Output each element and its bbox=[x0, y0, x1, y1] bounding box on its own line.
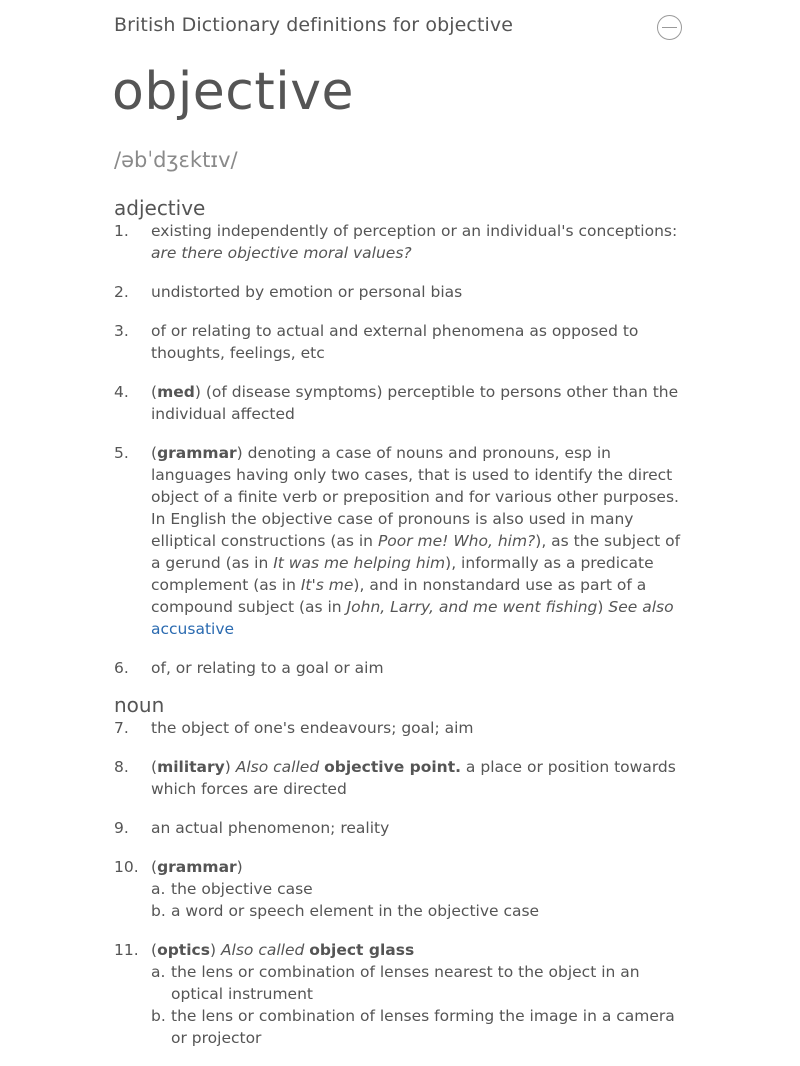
dictionary-entry bbox=[114, 0, 686, 1066]
sub-definition-text: the objective case bbox=[171, 880, 313, 898]
part-of-speech-noun: noun bbox=[114, 693, 165, 717]
minus-bar bbox=[662, 27, 677, 29]
definition-text: ), and in nonstandard use as part of a compound subject (as in bbox=[151, 576, 647, 616]
sub-letter: b. bbox=[151, 1007, 166, 1025]
section-header bbox=[114, 0, 686, 56]
definition-10: 10. (grammar) a. the objective case b. a word or speech element in the objective case bbox=[114, 856, 686, 922]
sub-definitions bbox=[151, 961, 686, 1049]
sub-letter: a. bbox=[151, 880, 166, 898]
subject-label: grammar bbox=[157, 444, 237, 462]
adjective-definitions bbox=[114, 220, 686, 679]
definition-3 bbox=[114, 320, 686, 364]
sub-letter: b. bbox=[151, 902, 166, 920]
definition-number: 11. bbox=[114, 941, 139, 959]
definition-text: existing independently of perception or an individual's conceptions: bbox=[151, 222, 678, 240]
part-of-speech-adjective: adjective bbox=[114, 196, 206, 220]
sub-definition-text: a word or speech element in the objective case bbox=[171, 902, 540, 920]
noun-definitions bbox=[114, 717, 686, 1049]
definition-number: 7. bbox=[114, 719, 129, 737]
definition-text: an actual phenomenon; reality bbox=[151, 819, 390, 837]
sub-definition-b bbox=[151, 900, 686, 922]
definition-5: 5. (grammar) denoting a case of nouns and pronouns, esp in languages having only two cases, that is used to identify the direct object of a finite verb or preposition and for various other purposes. In English the objective case of pronouns is also used in many elliptical constructions (as in Poor me! Who, him?), as the subject of a gerund (as in It was me helping him), informally as a predicate complement (as in It's me), and in nonstandard use as part of a compound subject (as in John, Larry, and me went fishing) See also accusative bbox=[114, 444, 681, 638]
also-called-label: Also called bbox=[235, 758, 320, 776]
minus-circle-icon[interactable] bbox=[657, 15, 682, 40]
definition-number: 10. bbox=[114, 858, 139, 876]
sub-definition-a bbox=[151, 878, 686, 900]
sub-definition-a bbox=[151, 961, 686, 1005]
definition-text: ) bbox=[597, 598, 609, 616]
definition-7 bbox=[114, 717, 686, 739]
sub-definition-text: the lens or combination of lenses nearest to the object in an optical instrument bbox=[171, 963, 640, 1003]
subject-label: optics bbox=[157, 941, 210, 959]
sub-definition-text: the lens or combination of lenses forming the image in a camera or projector bbox=[171, 1007, 675, 1047]
definition-text: (of disease symptoms) perceptible to persons other than the individual affected bbox=[151, 383, 679, 423]
definition-example: John, Larry, and me went fishing bbox=[346, 598, 598, 616]
see-also-label: See also bbox=[608, 598, 674, 616]
definition-number: 4. bbox=[114, 383, 129, 401]
definition-text: ), informally as a predicate complement (as in bbox=[151, 554, 654, 594]
headword: objective bbox=[112, 62, 354, 122]
variant-term: objective point. bbox=[324, 758, 461, 776]
definition-example: It's me bbox=[300, 576, 354, 594]
definition-9 bbox=[114, 817, 686, 839]
definition-text: of, or relating to a goal or aim bbox=[151, 659, 384, 677]
subject-label: military bbox=[157, 758, 225, 776]
definition-text: denoting a case of nouns and pronouns, esp in languages having only two cases, that is used to identify the direct object of a finite verb or preposition and for various other purposes. In English the objective case of pronouns is also used in many elliptical constructions (as in bbox=[151, 444, 679, 550]
variant-term: object glass bbox=[309, 941, 415, 959]
also-called-label: Also called bbox=[220, 941, 305, 959]
definition-text: ), as the subject of a gerund (as in bbox=[151, 532, 681, 572]
sub-definitions bbox=[151, 878, 686, 922]
definition-4: 4. (med) (of disease symptoms) perceptible to persons other than the individual affected bbox=[114, 383, 679, 423]
section-title: British Dictionary definitions for objective bbox=[114, 14, 514, 36]
definition-11: 11. (optics) Also called object glass a. the lens or combination of lenses nearest to the object in an optical instrument b. the lens or combination of lenses forming the image in a camera or projector bbox=[114, 939, 686, 1049]
subject-label: med bbox=[157, 383, 195, 401]
definition-6 bbox=[114, 657, 686, 679]
definition-number: 2. bbox=[114, 283, 129, 301]
definition-example: Poor me! Who, him? bbox=[377, 532, 536, 550]
definition-1 bbox=[114, 220, 686, 264]
definition-number: 3. bbox=[114, 322, 129, 340]
definition-number: 9. bbox=[114, 819, 129, 837]
definition-number: 8. bbox=[114, 758, 129, 776]
definition-text: the object of one's endeavours; goal; aim bbox=[151, 719, 474, 737]
sub-definition-b bbox=[151, 1005, 686, 1049]
definition-text: undistorted by emotion or personal bias bbox=[151, 283, 463, 301]
pronunciation: /əbˈdʒɛktɪv/ bbox=[114, 148, 238, 172]
sub-letter: a. bbox=[151, 963, 166, 981]
definition-number: 1. bbox=[114, 222, 129, 240]
definition-text: a place or position towards which forces are directed bbox=[151, 758, 676, 798]
definition-number: 6. bbox=[114, 659, 129, 677]
definition-example: It was me helping him bbox=[273, 554, 446, 572]
subject-label: grammar bbox=[157, 858, 237, 876]
accusative-link[interactable]: accusative bbox=[151, 620, 235, 638]
definition-text: of or relating to actual and external phenomena as opposed to thoughts, feelings, etc bbox=[151, 322, 639, 362]
definition-example: are there objective moral values? bbox=[151, 244, 412, 262]
definition-number: 5. bbox=[114, 444, 129, 462]
definition-2 bbox=[114, 281, 686, 303]
definition-8: 8. (military) Also called objective point. a place or position towards which forces are directed bbox=[114, 758, 676, 798]
